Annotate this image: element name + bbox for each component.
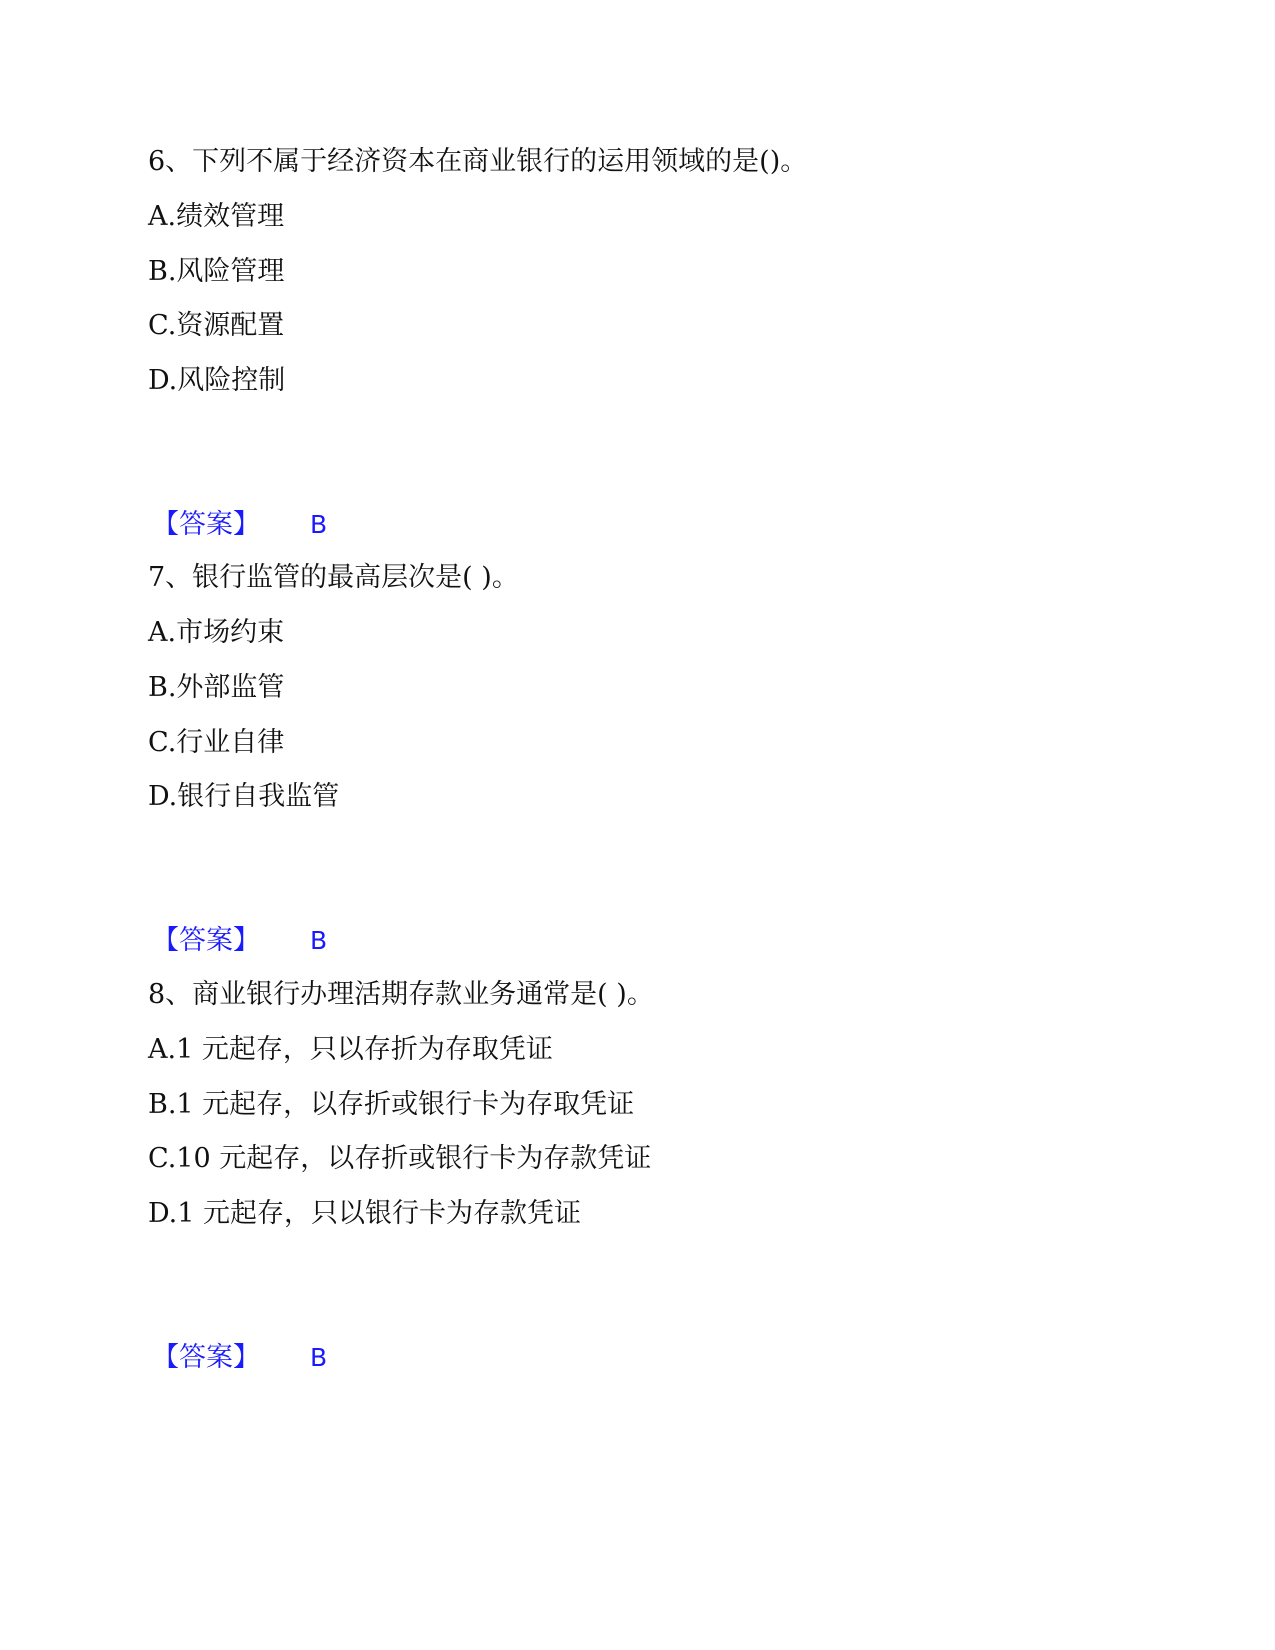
- question-8-option-a: A.1 元起存，只以存折为存取凭证: [148, 1034, 553, 1065]
- answer-value: B: [310, 510, 328, 539]
- question-6-option-a: A.绩效管理: [148, 201, 285, 232]
- question-6-option-d: D.风险控制: [148, 365, 286, 396]
- answer-value: B: [310, 926, 328, 955]
- answer-label: 【答案】: [152, 1342, 260, 1373]
- question-7-option-d: D.银行自我监管: [148, 781, 340, 812]
- question-7-option-b: B.外部监管: [148, 672, 285, 703]
- question-8-option-c: C.10 元起存，以存折或银行卡为存款凭证: [148, 1143, 652, 1174]
- question-7-option-c: C.行业自律: [148, 727, 285, 758]
- question-6-stem: 6、下列不属于经济资本在商业银行的运用领域的是()。: [148, 146, 808, 177]
- question-7-option-a: A.市场约束: [148, 617, 285, 648]
- question-7-stem: 7、银行监管的最高层次是( )。: [148, 562, 519, 593]
- answer-label: 【答案】: [152, 509, 260, 540]
- question-6-option-c: C.资源配置: [148, 310, 285, 341]
- question-8-option-d: D.1 元起存，只以银行卡为存款凭证: [148, 1198, 582, 1229]
- question-6-answer: [152, 508, 327, 542]
- question-8-stem: 8、商业银行办理活期存款业务通常是( )。: [148, 979, 654, 1010]
- answer-value: B: [310, 1343, 328, 1372]
- question-7-answer: [152, 924, 327, 958]
- question-6-option-b: B.风险管理: [148, 256, 285, 287]
- question-8-answer: [152, 1341, 327, 1375]
- answer-label: 【答案】: [152, 925, 260, 956]
- question-8-option-b: B.1 元起存，以存折或银行卡为存取凭证: [148, 1089, 635, 1120]
